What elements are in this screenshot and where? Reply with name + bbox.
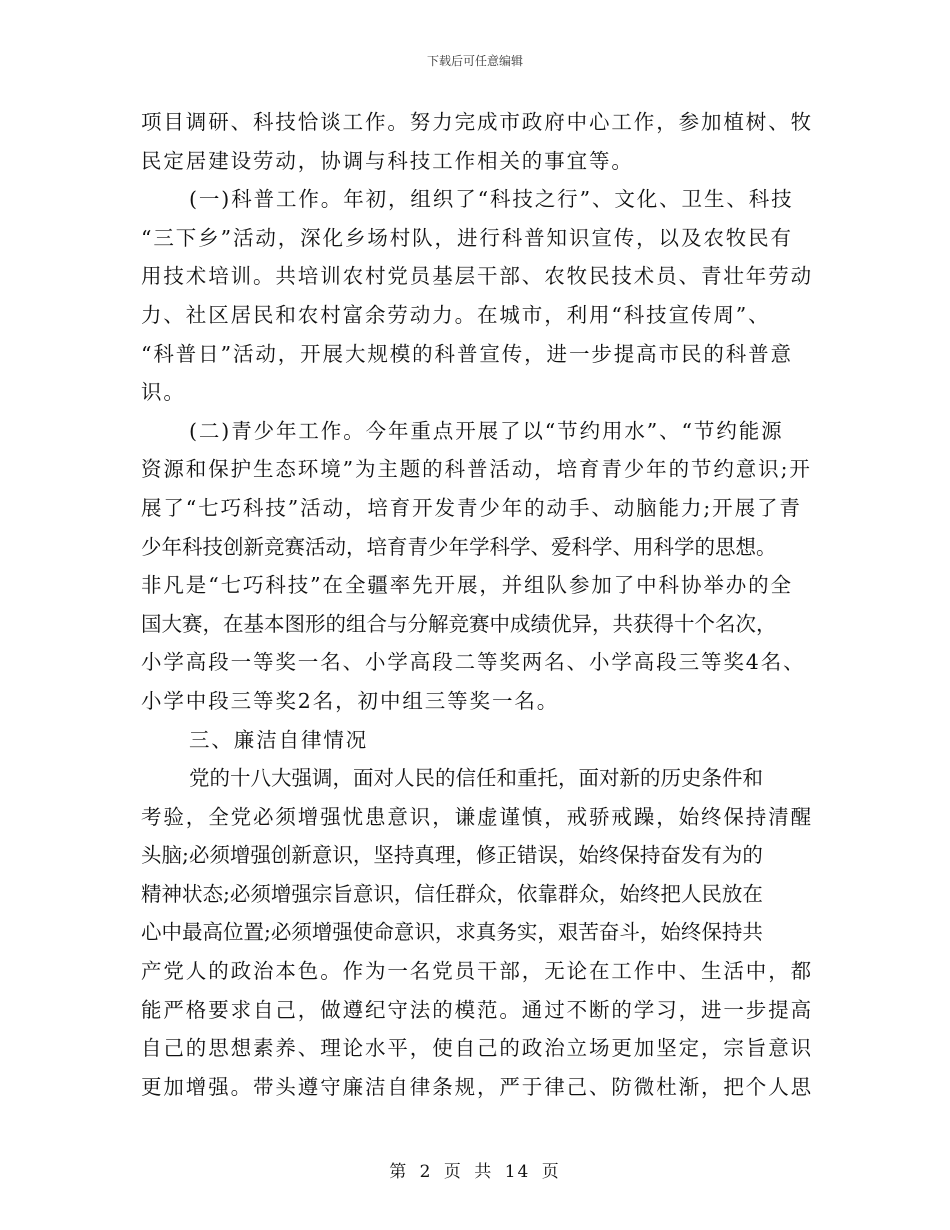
- page-header: 下载后可任意编辑: [426, 54, 523, 68]
- text-line: 力、社区居民和农村富余劳动力。在城市，利用“科技宣传周”、: [141, 302, 771, 327]
- text-line: 考验，全党必须增强忧患意识，谦虚谨慎，戒骄戒躁，始终保持清醒: [141, 804, 813, 829]
- text-line: 精神状态;必须增强宗旨意识，信任群众，依靠群众，始终把人民放在: [141, 881, 763, 906]
- text-line: 用技术培训。共培训农村党员基层干部、农牧民技术员、青壮年劳动: [141, 264, 813, 289]
- text-line: “三下乡”活动，深化乡场村队，进行科普知识宣传，以及农牧民有: [141, 225, 793, 250]
- text-line: 心中最高位置;必须增强使命意识，求真务实，艰苦奋斗，始终保持共: [141, 920, 763, 945]
- text-line: 头脑;必须增强创新意识，坚持真理，修正错误，始终保持奋发有为的: [141, 843, 763, 868]
- text-line: 产党人的政治本色。作为一名党员干部，无论在工作中、生活中，都: [141, 959, 813, 984]
- text-line: 识。: [141, 380, 186, 405]
- text-line: 更加增强。带头遵守廉洁自律条规，严于律己、防微杜渐，把个人思: [141, 1074, 813, 1099]
- text-line: (二)青少年工作。今年重点开展了以“节约用水”、“节约能源: [189, 418, 784, 443]
- text-line: 非凡是“七巧科技”在全疆率先开展，并组队参加了中科协举办的全: [141, 573, 793, 598]
- text-line: “科普日”活动，开展大规模的科普宣传，进一步提高市民的科普意: [141, 341, 793, 366]
- text-line: 资源和保护生态环境”为主题的科普活动，培育青少年的节约意识;开: [141, 457, 812, 482]
- text-line: 小学高段一等奖一名、小学高段二等奖两名、小学高段三等奖4名、: [141, 650, 806, 675]
- text-line: 小学中段三等奖2名，初中组三等奖一名。: [141, 688, 560, 713]
- text-line: 国大赛，在基本图形的组合与分解竞赛中成绩优异，共获得十个名次，: [141, 611, 777, 636]
- page-number-footer: 第 2 页 共 14 页: [389, 1162, 561, 1182]
- document-body: [141, 103, 813, 1106]
- text-line: 能严格要求自己，做遵纪守法的模范。通过不断的学习，进一步提高: [141, 997, 813, 1022]
- text-line: 三、廉洁自律情况: [189, 727, 369, 752]
- text-line: 展了“七巧科技”活动，培育开发青少年的动手、动脑能力;开展了青: [141, 495, 802, 520]
- text-line: 民定居建设劳动，协调与科技工作相关的事宜等。: [141, 148, 634, 173]
- text-line: 少年科技创新竞赛活动，培育青少年学科学、爱科学、用科学的思想。: [141, 534, 777, 559]
- text-line: 自己的思想素养、理论水平，使自己的政治立场更加坚定，宗旨意识: [141, 1036, 813, 1061]
- text-line: (一)科普工作。年初，组织了“科技之行”、文化、卫生、科技: [189, 187, 794, 212]
- text-line: 项目调研、科技恰谈工作。努力完成市政府中心工作，参加植树、牧: [141, 110, 813, 134]
- text-line: 党的十八大强调，面对人民的信任和重托，面对新的历史条件和: [189, 766, 763, 791]
